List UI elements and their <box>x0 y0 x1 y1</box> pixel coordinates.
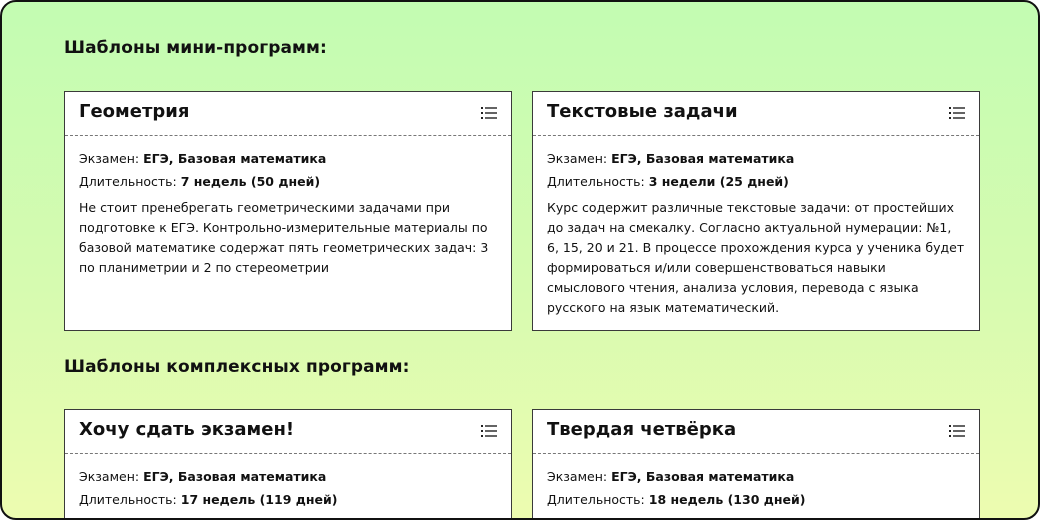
list-icon[interactable] <box>949 106 965 120</box>
exam-line <box>79 149 497 169</box>
duration-line <box>547 172 965 192</box>
exam-line <box>547 149 965 169</box>
card-description: Курс содержит различные текстовые задачи: от простейших до задач на смекалку. Согласно актуальной нумерации: №1, 6, 15, 20 и 21. В процессе прохождения курса у ученика будет формироваться и/или совершенствоваться навыки смыслового чтения, анализа условия, перевода с языка русского на язык математический. <box>547 200 965 315</box>
card-body <box>65 136 511 278</box>
list-icon[interactable] <box>481 424 497 438</box>
duration-line <box>79 172 497 192</box>
exam-value: ЕГЭ, Базовая математика <box>143 151 327 166</box>
exam-label: Экзамен: <box>79 469 140 484</box>
template-card-geometry[interactable] <box>64 91 512 331</box>
card-title: Твердая четвёрка <box>547 419 737 440</box>
card-description: Не стоит пренебрегать геометрическими задачами при подготовке к ЕГЭ. Контрольно-измерительные материалы по базовой математике содержат пять геометрических задач: 3 по планиметрии и 2 по стереометрии <box>79 200 489 275</box>
duration-label: Длительность: <box>79 492 177 507</box>
duration-label: Длительность: <box>79 174 177 189</box>
complex-programs-heading: Шаблоны комплексных программ: <box>64 357 410 377</box>
exam-label: Экзамен: <box>79 151 140 166</box>
mini-programs-heading: Шаблоны мини-программ: <box>64 38 327 58</box>
card-header <box>65 410 511 454</box>
duration-value: 3 недели (25 дней) <box>648 174 789 189</box>
exam-label: Экзамен: <box>547 151 608 166</box>
card-title: Текстовые задачи <box>547 101 738 122</box>
card-body <box>65 454 511 510</box>
list-icon[interactable] <box>949 424 965 438</box>
exam-value: ЕГЭ, Базовая математика <box>611 151 795 166</box>
template-card-solid-four[interactable] <box>532 409 980 520</box>
card-body <box>533 454 979 510</box>
duration-line <box>79 490 497 510</box>
duration-value: 18 недель (130 дней) <box>648 492 806 507</box>
exam-line <box>79 467 497 487</box>
duration-line <box>547 490 965 510</box>
exam-value: ЕГЭ, Базовая математика <box>143 469 327 484</box>
exam-value: ЕГЭ, Базовая математика <box>611 469 795 484</box>
template-card-text-problems[interactable] <box>532 91 980 331</box>
duration-label: Длительность: <box>547 492 645 507</box>
exam-label: Экзамен: <box>547 469 608 484</box>
duration-label: Длительность: <box>547 174 645 189</box>
exam-line <box>547 467 965 487</box>
template-card-pass-exam[interactable] <box>64 409 512 520</box>
card-header <box>65 92 511 136</box>
card-header <box>533 410 979 454</box>
card-title: Хочу сдать экзамен! <box>79 419 295 440</box>
card-header <box>533 92 979 136</box>
card-title: Геометрия <box>79 101 190 122</box>
duration-value: 7 недель (50 дней) <box>180 174 321 189</box>
list-icon[interactable] <box>481 106 497 120</box>
duration-value: 17 недель (119 дней) <box>180 492 338 507</box>
card-body <box>533 136 979 318</box>
